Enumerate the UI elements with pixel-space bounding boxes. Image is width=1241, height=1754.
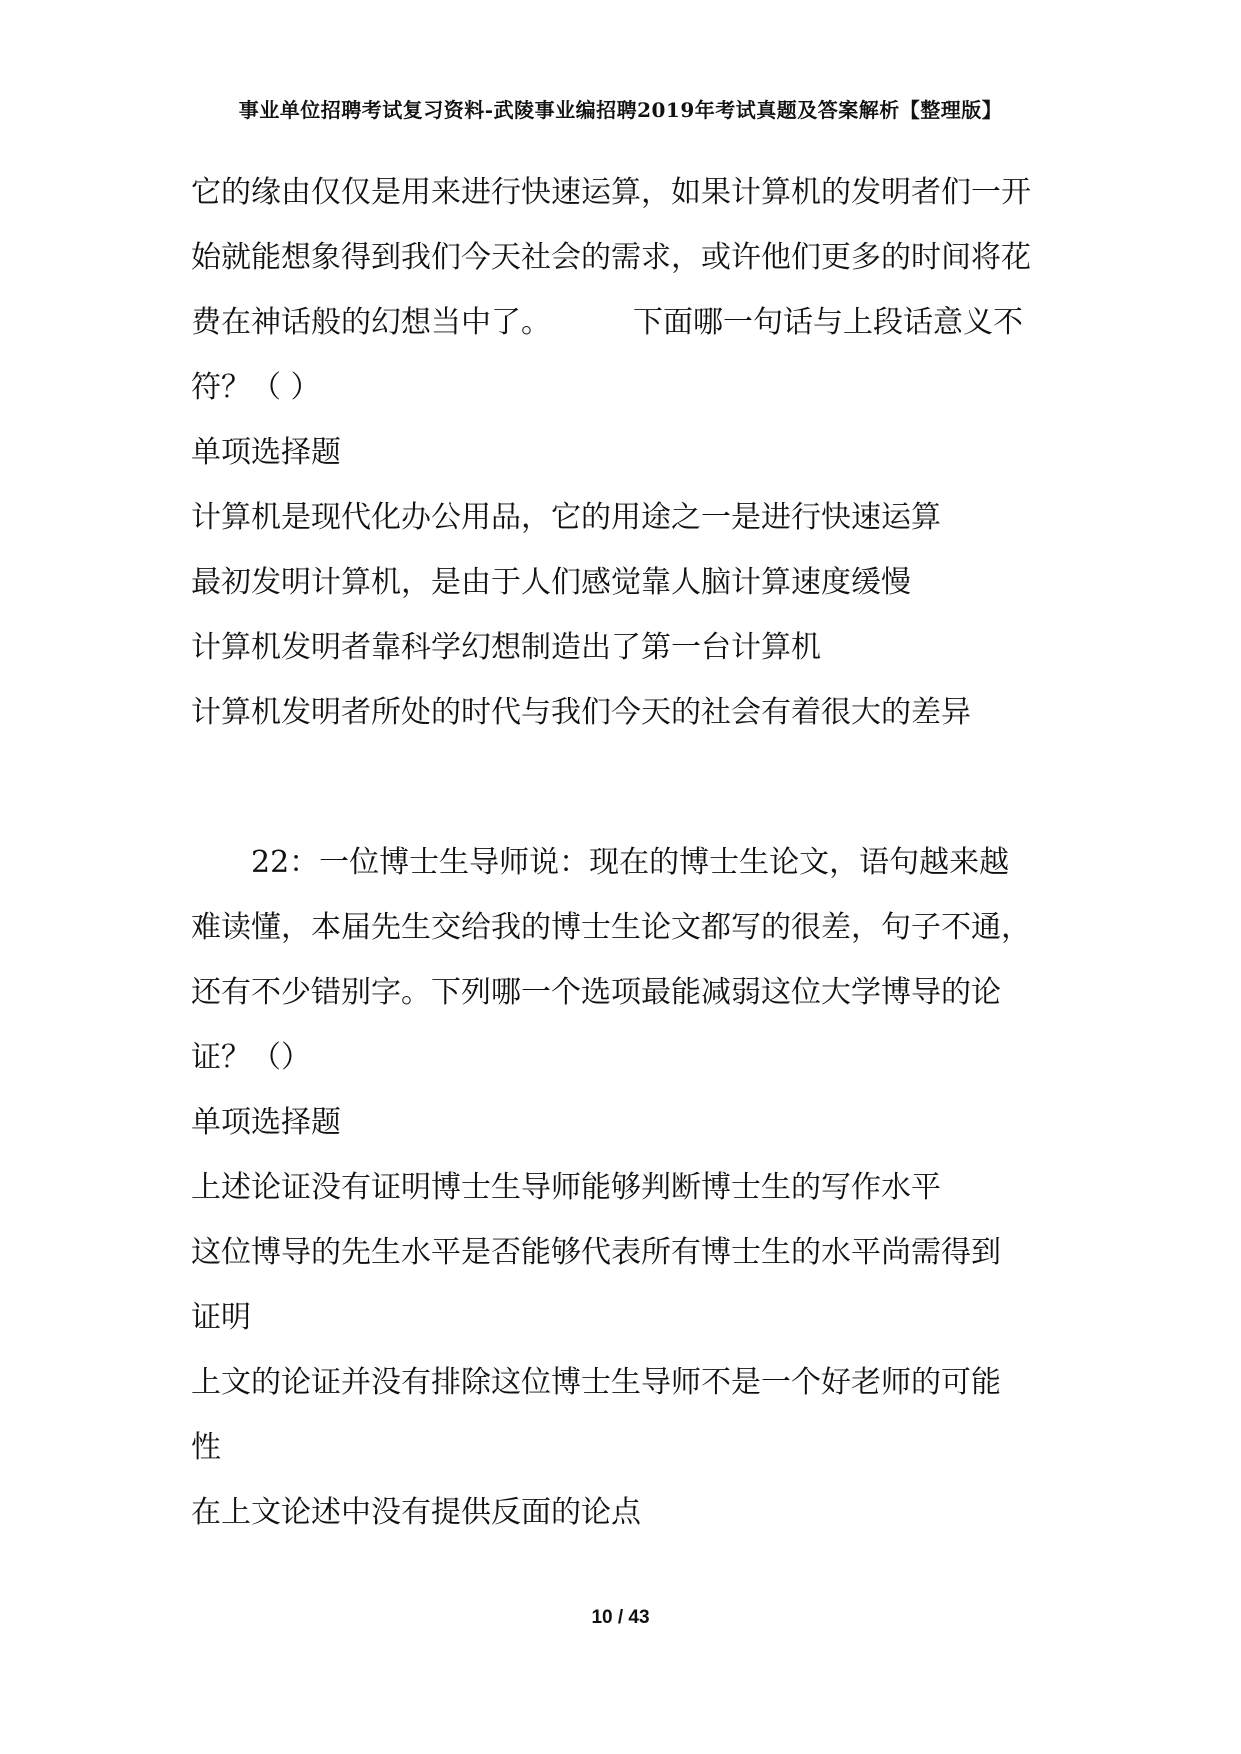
q22-question-type: 单项选择题 — [191, 1105, 341, 1140]
q22-option: 上述论证没有证明博士生导师能够判断博士生的写作水平 — [191, 1170, 941, 1205]
q21-option: 最初发明计算机，是由于人们感觉靠人脑计算速度缓慢 — [191, 565, 911, 600]
q21-stem-line: 它的缘由仅仅是用来进行快速运算，如果计算机的发明者们一开 — [191, 175, 1031, 210]
section-gap — [191, 745, 1081, 830]
q21-stem-line: 始就能想象得到我们今天社会的需求，或许他们更多的时间将花 — [191, 240, 1031, 275]
q21-question-type: 单项选择题 — [191, 435, 341, 470]
q21-stem-line: 符？（ ） — [191, 370, 321, 405]
q21-option: 计算机发明者所处的时代与我们今天的社会有着很大的差异 — [191, 695, 971, 730]
q22-option-continued: 证明 — [191, 1300, 251, 1335]
q21-option: 计算机发明者靠科学幻想制造出了第一台计算机 — [191, 630, 821, 665]
page-number: 10 / 43 — [591, 1607, 650, 1628]
q21-stem-text: 费在神话般的幻想当中了。 — [191, 305, 551, 340]
q22-stem-line: 22：一位博士生导师说：现在的博士生论文，语句越来越 — [251, 845, 1010, 880]
q22-option: 这位博导的先生水平是否能够代表所有博士生的水平尚需得到 — [191, 1235, 1001, 1270]
document-body — [191, 160, 1081, 1545]
page-header: 事业单位招聘考试复习资料-武陵事业编招聘2019年考试真题及答案解析【整理版】 — [238, 98, 1003, 122]
q22-option: 上文的论证并没有排除这位博士生导师不是一个好老师的可能 — [191, 1365, 1001, 1400]
q21-stem-line — [191, 290, 1081, 355]
q22-option-continued: 性 — [191, 1430, 221, 1465]
q22-stem-line: 难读懂，本届先生交给我的博士生论文都写的很差，句子不通， — [191, 910, 1031, 945]
q21-question-text: 下面哪一句话与上段话意义不 — [633, 305, 1023, 340]
q22-stem-line: 还有不少错别字。下列哪一个选项最能减弱这位大学博导的论 — [191, 975, 1001, 1010]
q21-option: 计算机是现代化办公用品，它的用途之一是进行快速运算 — [191, 500, 941, 535]
q22-option: 在上文论述中没有提供反面的论点 — [191, 1495, 641, 1530]
q22-stem-line: 证？（） — [191, 1040, 311, 1075]
